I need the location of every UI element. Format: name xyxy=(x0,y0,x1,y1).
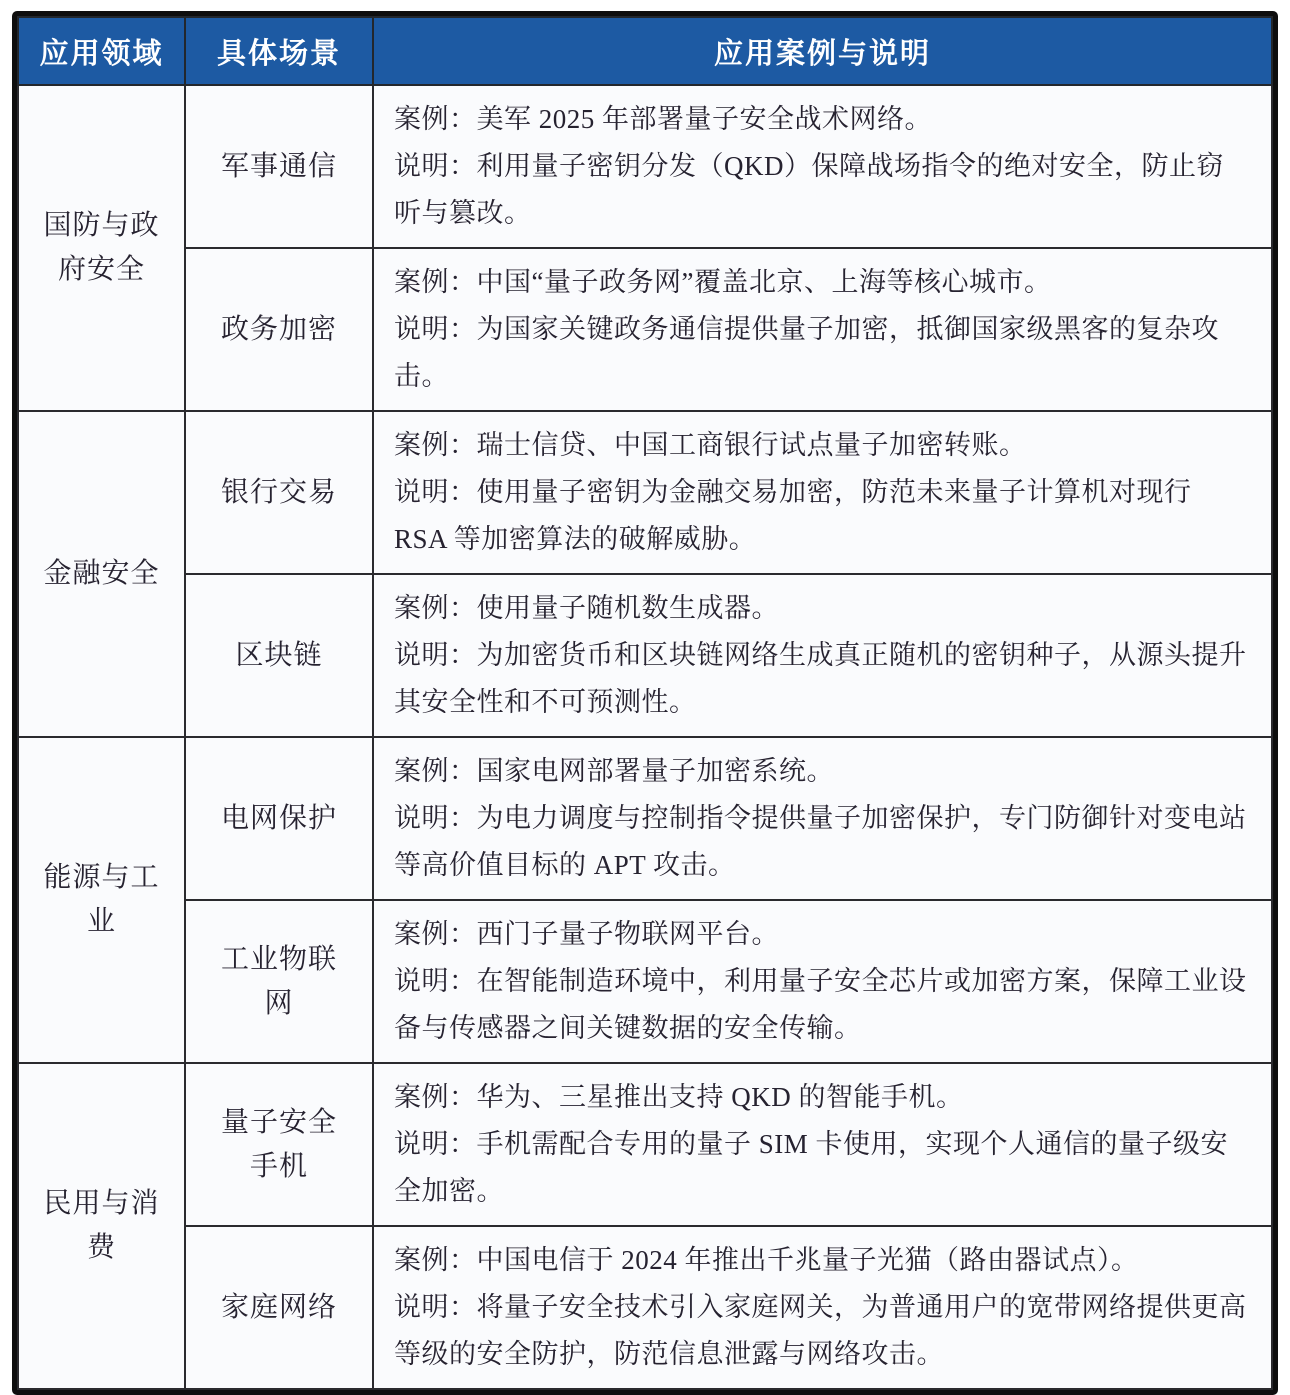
case-cell-home-network xyxy=(373,1226,1272,1389)
desc-text: 说明：为国家关键政务通信提供量子加密，抵御国家级黑客的复杂攻击。 xyxy=(394,314,1219,391)
scene-cell-blockchain: 区块链 xyxy=(185,574,373,737)
domain-cell-defense-government: 国防与政府安全 xyxy=(18,85,185,411)
case-text: 案例：使用量子随机数生成器。 xyxy=(394,593,779,623)
desc-text: 说明：为电力调度与控制指令提供量子加密保护，专门防御针对变电站等高价值目标的 APT 攻击。 xyxy=(394,803,1247,880)
scene-cell-gov-encryption: 政务加密 xyxy=(185,248,373,411)
table-row xyxy=(18,574,1272,737)
case-text: 案例：华为、三星推出支持 QKD 的智能手机。 xyxy=(394,1082,964,1112)
table-row xyxy=(18,737,1272,900)
header-case: 应用案例与说明 xyxy=(373,17,1272,85)
quantum-applications-table xyxy=(17,16,1273,1390)
desc-text: 说明：在智能制造环境中，利用量子安全芯片或加密方案，保障工业设备与传感器之间关键数据的安全传输。 xyxy=(394,966,1247,1043)
desc-text: 说明：使用量子密钥为金融交易加密，防范未来量子计算机对现行 RSA 等加密算法的破解威胁。 xyxy=(394,477,1192,554)
case-cell-quantum-phone xyxy=(373,1063,1272,1226)
scene-cell-quantum-phone: 量子安全手机 xyxy=(185,1063,373,1226)
scene-cell-industrial-iot: 工业物联网 xyxy=(185,900,373,1063)
desc-text: 说明：利用量子密钥分发（QKD）保障战场指令的绝对安全，防止窃听与篡改。 xyxy=(394,151,1224,228)
table-row xyxy=(18,1063,1272,1226)
table-header-row xyxy=(18,17,1272,85)
header-domain: 应用领域 xyxy=(18,17,185,85)
domain-cell-finance: 金融安全 xyxy=(18,411,185,737)
case-text: 案例：瑞士信贷、中国工商银行试点量子加密转账。 xyxy=(394,430,1027,460)
scene-cell-bank-transactions: 银行交易 xyxy=(185,411,373,574)
scene-cell-military-comms: 军事通信 xyxy=(185,85,373,248)
table-row xyxy=(18,1226,1272,1389)
scene-cell-home-network: 家庭网络 xyxy=(185,1226,373,1389)
header-scene: 具体场景 xyxy=(185,17,373,85)
domain-cell-energy-industry: 能源与工业 xyxy=(18,737,185,1063)
table-row xyxy=(18,411,1272,574)
table-row xyxy=(18,85,1272,248)
application-table-frame xyxy=(12,11,1278,1395)
case-cell-industrial-iot xyxy=(373,900,1272,1063)
case-text: 案例：中国“量子政务网”覆盖北京、上海等核心城市。 xyxy=(394,267,1052,297)
case-text: 案例：美军 2025 年部署量子安全战术网络。 xyxy=(394,104,932,134)
case-cell-grid-protection xyxy=(373,737,1272,900)
case-text: 案例：国家电网部署量子加密系统。 xyxy=(394,756,834,786)
table-row xyxy=(18,900,1272,1063)
case-text: 案例：中国电信于 2024 年推出千兆量子光猫（路由器试点）。 xyxy=(394,1245,1139,1275)
table-row xyxy=(18,248,1272,411)
case-cell-blockchain xyxy=(373,574,1272,737)
desc-text: 说明：将量子安全技术引入家庭网关，为普通用户的宽带网络提供更高等级的安全防护，防范信息泄露与网络攻击。 xyxy=(394,1292,1247,1369)
desc-text: 说明：手机需配合专用的量子 SIM 卡使用，实现个人通信的量子级安全加密。 xyxy=(394,1129,1229,1206)
case-cell-gov-encryption xyxy=(373,248,1272,411)
desc-text: 说明：为加密货币和区块链网络生成真正随机的密钥种子，从源头提升其安全性和不可预测性。 xyxy=(394,640,1247,717)
domain-cell-civilian-consumer: 民用与消费 xyxy=(18,1063,185,1389)
case-cell-military-comms xyxy=(373,85,1272,248)
case-text: 案例：西门子量子物联网平台。 xyxy=(394,919,779,949)
case-cell-bank-transactions xyxy=(373,411,1272,574)
scene-cell-grid-protection: 电网保护 xyxy=(185,737,373,900)
